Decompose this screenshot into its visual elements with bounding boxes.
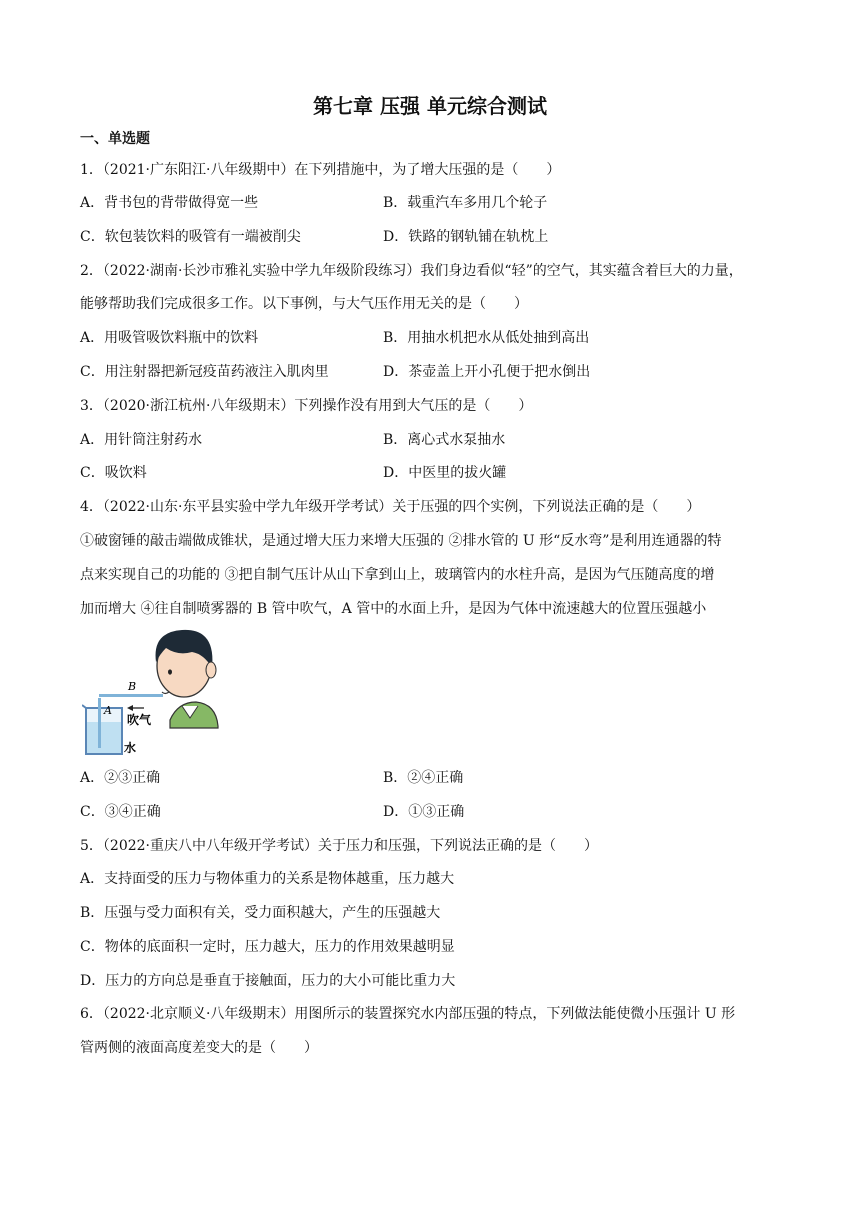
question-4-body-line-2: 点来实现自己的功能的 ③把自制气压计从山下拿到山上，玻璃管内的水柱升高，是因为气压随高度的增 xyxy=(80,567,715,583)
page-title: 第七章 压强 单元综合测试 xyxy=(313,94,547,118)
question-4-option-c[interactable]: C．③④正确 xyxy=(80,804,161,820)
figure-label-water: 水 xyxy=(124,741,137,755)
question-4-option-d[interactable]: D．①③正确 xyxy=(383,804,465,820)
question-1-stem: 1．（2021·广东阳江·八年级期中）在下列措施中，为了增大压强的是（ ） xyxy=(80,162,561,178)
question-2-stem-line-2: 能够帮助我们完成很多工作。以下事例，与大气压作用无关的是（ ） xyxy=(80,296,528,312)
question-3-option-a[interactable]: A．用针筒注射药水 xyxy=(80,432,203,448)
question-4-option-b[interactable]: B．②④正确 xyxy=(383,770,464,786)
question-2-option-a[interactable]: A．用吸管吸饮料瓶中的饮料 xyxy=(80,330,259,346)
question-1-option-c[interactable]: C．软包装饮料的吸管有一端被削尖 xyxy=(80,229,301,245)
question-3-stem: 3．（2020·浙江杭州·八年级期末）下列操作没有用到大气压的是（ ） xyxy=(80,398,533,414)
question-4-body-line-3: 加而增大 ④往自制喷雾器的 B 管中吹气，A 管中的水面上升，是因为气体中流速越大的位置压强越小 xyxy=(80,601,707,617)
question-1-option-b[interactable]: B．载重汽车多用几个轮子 xyxy=(383,195,548,211)
figure-label-a: A xyxy=(104,704,112,717)
question-2-option-b[interactable]: B．用抽水机把水从低处抽到高出 xyxy=(383,330,590,346)
figure-label-blow: 吹气 xyxy=(127,713,152,727)
question-2-stem-line-1: 2．（2022·湖南·长沙市雅礼实验中学九年级阶段练习）我们身边看似“轻”的空气，其实蕴含着巨大的力量， xyxy=(80,263,743,279)
question-5-option-b[interactable]: B．压强与受力面积有关，受力面积越大，产生的压强越大 xyxy=(80,905,441,921)
section-heading: 一、单选题 xyxy=(80,131,150,147)
question-2-option-c[interactable]: C．用注射器把新冠疫苗药液注入肌肉里 xyxy=(80,364,329,380)
question-3-option-b[interactable]: B．离心式水泵抽水 xyxy=(383,432,506,448)
question-1-option-d[interactable]: D．铁路的钢轨铺在轨枕上 xyxy=(383,229,549,245)
question-4-option-a[interactable]: A．②③正确 xyxy=(80,770,161,786)
question-3-option-c[interactable]: C．吸饮料 xyxy=(80,465,147,481)
question-3-option-d[interactable]: D．中医里的拔火罐 xyxy=(383,465,507,481)
figure-label-b: B xyxy=(128,680,137,693)
question-6-stem-line-2: 管两侧的液面高度差变大的是（ ） xyxy=(80,1040,318,1056)
question-5-option-c[interactable]: C．物体的底面积一定时，压力越大，压力的作用效果越明显 xyxy=(80,939,455,955)
question-4-body-line-1: ①破窗锤的敲击端做成锥状，是通过增大压力来增大压强的 ②排水管的 U 形“反水弯”是利用连通器的特 xyxy=(80,533,722,549)
question-1-option-a[interactable]: A．背书包的背带做得宽一些 xyxy=(80,195,259,211)
question-5-option-a[interactable]: A．支持面受的压力与物体重力的关系是物体越重，压力越大 xyxy=(80,871,455,887)
question-6-stem-line-1: 6．（2022·北京顺义·八年级期末）用图所示的装置探究水内部压强的特点，下列做法能使微小压强计 U 形 xyxy=(80,1006,736,1022)
question-4-stem: 4．（2022·山东·东平县实验中学九年级开学考试）关于压强的四个实例，下列说法正确的是（ ） xyxy=(80,499,701,515)
question-2-option-d[interactable]: D．茶壶盖上开小孔便于把水倒出 xyxy=(383,364,591,380)
question-5-option-d[interactable]: D．压力的方向总是垂直于接触面，压力的大小可能比重力大 xyxy=(80,973,456,989)
sprayer-figure xyxy=(82,622,222,758)
question-5-stem: 5．（2022·重庆八中八年级开学考试）关于压力和压强，下列说法正确的是（ ） xyxy=(80,838,598,854)
